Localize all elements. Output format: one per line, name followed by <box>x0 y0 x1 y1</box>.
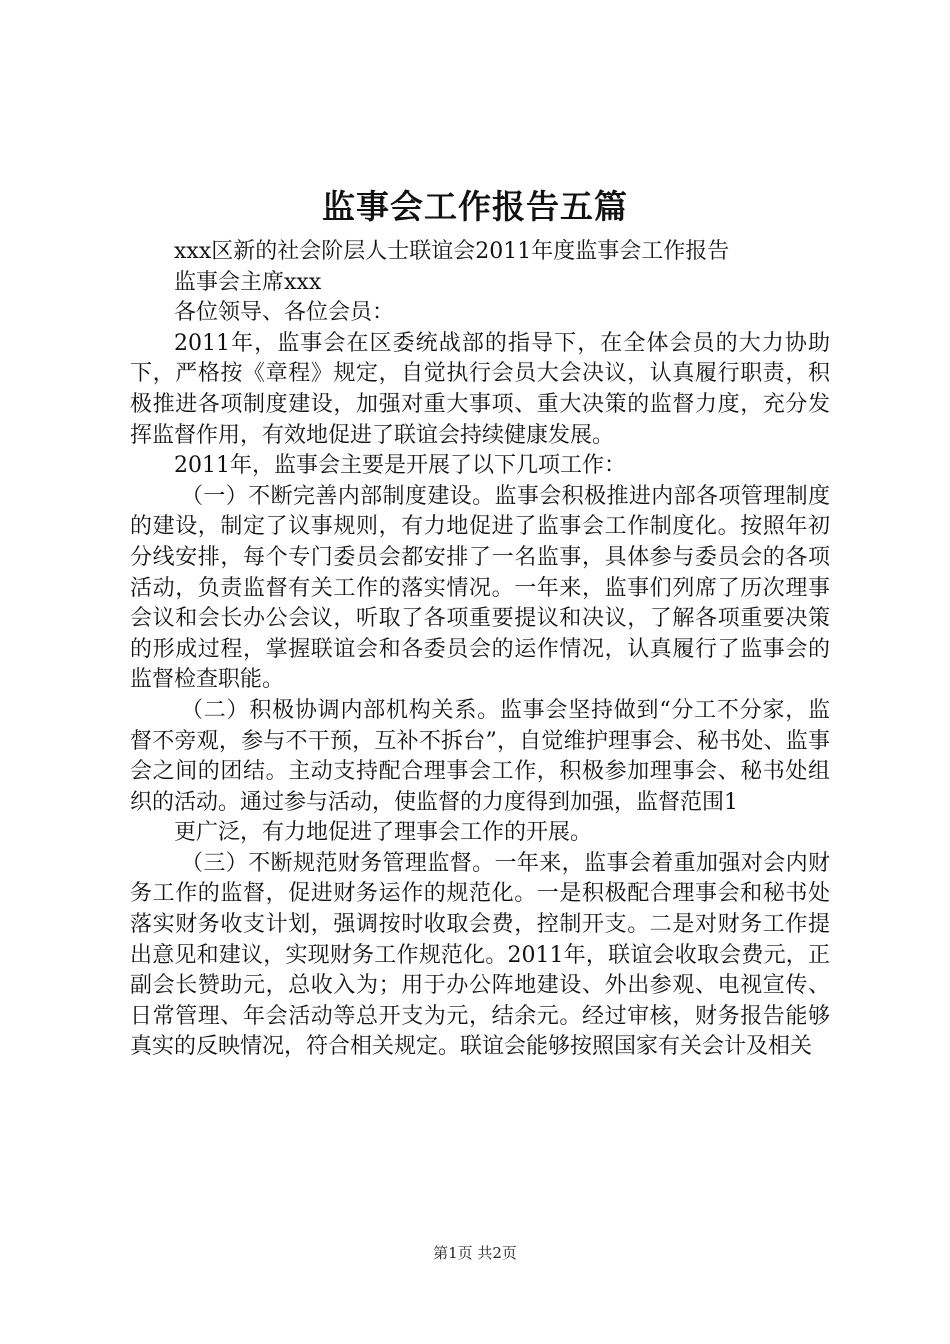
document-body <box>130 237 830 1063</box>
section-two-paragraph: （二）积极协调内部机构关系。监事会坚持做到“分工不分家，监督不旁观，参与不干预，互补不拆台”，自觉维护理事会、秘书处、监事会之间的团结。主动支持配合理事会工作，积极参加理事会、秘书处组织的活动。通过参与活动，使监督的力度得到加强，监督范围1 <box>130 697 830 815</box>
report-heading-line: xxx区新的社会阶层人士联谊会2011年度监事会工作报告 <box>174 239 730 264</box>
page-footer: 第1页 共2页 <box>433 1244 517 1262</box>
section-two-continuation: 更广泛，有力地促进了理事会工作的开展。 <box>174 820 593 846</box>
work-summary-lead: 2011年，监事会主要是开展了以下几项工作： <box>174 453 626 479</box>
section-one-paragraph: （一）不断完善内部制度建设。监事会积极推进内部各项管理制度的建设，制定了议事规则，有力地促进了监事会工作制度化。按照年初分线安排，每个专门委员会都安排了一名监事，具体参与委员会的各项活动，负责监督有关工作的落实情况。一年来，监事们列席了历次理事会议和会长办公会议，听取了各项重要提议和决议，了解各项重要决策的形成过程，掌握联谊会和各委员会的运作情况，认真履行了监事会的监督检查职能。 <box>130 483 830 693</box>
author-line: 监事会主席xxx <box>174 269 322 295</box>
salutation: 各位领导、各位会员： <box>174 300 395 326</box>
section-three-paragraph: （三）不断规范财务管理监督。一年来，监事会着重加强对会内财务工作的监督，促进财务运作的规范化。一是积极配合理事会和秘书处落实财务收支计划，强调按时收取会费，控制开支。二是对财务工作提出意见和建议，实现财务工作规范化。2011年，联谊会收取会费元，正副会长赞助元，总收入为；用于办公阵地建设、外出参观、电视宣传、日常管理、年会活动等总开支为元，结余元。经过审核，财务报告能够真实的反映情况，符合相关规定。联谊会能够按照国家有关会计及相关 <box>130 850 830 1060</box>
document-title: 监事会工作报告五篇 <box>322 187 628 226</box>
intro-paragraph: 2011年，监事会在区委统战部的指导下，在全体会员的大力协助下，严格按《章程》规定，自觉执行会员大会决议，认真履行职责，积极推进各项制度建设，加强对重大事项、重大决策的监督力度，充分发挥监督作用，有效地促进了联谊会持续健康发展。 <box>130 330 830 448</box>
